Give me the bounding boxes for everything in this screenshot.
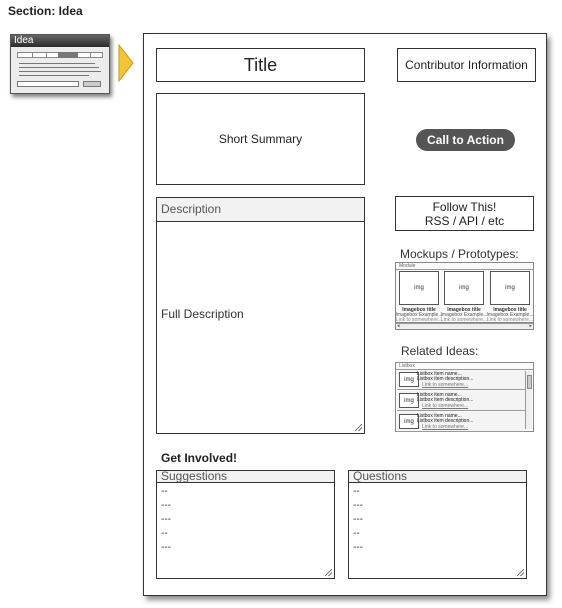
tile-desc: Imagebox Example... <box>440 312 488 318</box>
description-header: Description <box>157 198 364 222</box>
thumbnail-title: Idea <box>11 35 109 47</box>
related-ideas-label: Related Ideas: <box>401 344 479 358</box>
question-line: -- <box>353 528 360 539</box>
page-title: Title <box>156 48 365 82</box>
follow-box[interactable] <box>395 196 534 231</box>
description-panel[interactable] <box>156 197 365 434</box>
section-title: Section: Idea <box>8 4 83 18</box>
horizontal-scrollbar[interactable] <box>396 323 533 329</box>
thumbnail-tabs <box>17 52 103 58</box>
list-item[interactable] <box>397 391 525 411</box>
item-desc: Listbox item description... <box>417 397 474 403</box>
item-link[interactable]: Link to somewhere... <box>422 403 469 409</box>
image-placeholder: img <box>490 271 530 305</box>
tile-title: Imagebox title <box>402 307 436 313</box>
image-placeholder: img <box>399 393 419 408</box>
image-placeholder: img <box>444 271 484 305</box>
list-item[interactable] <box>397 370 525 390</box>
image-placeholder: img <box>399 372 419 387</box>
follow-title: Follow This! <box>432 199 497 214</box>
thumbnail-button <box>83 81 101 87</box>
listbox-header: Listbox <box>396 363 533 370</box>
question-line: -- <box>353 486 360 497</box>
suggestions-header: Suggestions <box>157 471 334 483</box>
resize-grip-icon[interactable] <box>517 569 524 576</box>
tile-title: Imagebox title <box>447 307 481 313</box>
tile-link[interactable]: Link to somewhere... <box>486 317 534 323</box>
item-name: Listbox item name... <box>417 392 462 398</box>
suggestion-line: --- <box>161 514 171 525</box>
get-involved-heading: Get Involved! <box>161 451 238 465</box>
vertical-scrollbar[interactable] <box>525 371 532 429</box>
contributor-info[interactable]: Contributor Information <box>397 48 536 82</box>
tile-desc: Imagebox Example... <box>486 312 534 318</box>
idea-thumbnail[interactable] <box>10 34 110 94</box>
mockups-label: Mockups / Prototypes: <box>400 247 519 261</box>
suggestion-line: -- <box>161 528 168 539</box>
call-to-action-button[interactable]: Call to Action <box>416 129 515 151</box>
description-body: Full Description <box>161 307 244 321</box>
resize-grip-icon[interactable] <box>325 569 332 576</box>
tile-title: Imagebox title <box>493 307 527 313</box>
item-desc: Listbox item description... <box>417 418 474 424</box>
suggestion-line: --- <box>161 542 171 553</box>
mockups-module <box>395 262 534 330</box>
questions-panel[interactable] <box>348 470 527 579</box>
short-summary: Short Summary <box>156 93 365 185</box>
list-item[interactable] <box>397 412 525 432</box>
scrollbar-thumb[interactable] <box>527 375 532 389</box>
tile-link[interactable]: Link to somewhere... <box>440 317 488 323</box>
item-name: Listbox item name... <box>417 371 462 377</box>
module-header: Module <box>396 263 533 270</box>
image-placeholder: img <box>399 271 439 305</box>
suggestion-line: --- <box>161 500 171 511</box>
mockup-tile[interactable] <box>488 270 532 323</box>
tile-desc: Imagebox Example... <box>395 312 443 318</box>
question-line: --- <box>353 542 363 553</box>
item-desc: Listbox item description... <box>417 376 474 382</box>
item-link[interactable]: Link to somewhere... <box>422 424 469 430</box>
suggestions-panel[interactable] <box>156 470 335 579</box>
resize-grip-icon[interactable] <box>355 424 362 431</box>
scroll-left-icon[interactable]: ◂ <box>397 323 400 329</box>
mockup-tile[interactable] <box>397 270 441 323</box>
questions-header: Questions <box>349 471 526 483</box>
pointer-arrow-icon <box>118 44 134 82</box>
thumbnail-field <box>17 81 79 87</box>
item-link[interactable]: Link to somewhere... <box>422 382 469 388</box>
idea-page <box>143 33 547 596</box>
follow-links[interactable]: RSS / API / etc <box>424 213 505 228</box>
scroll-right-icon[interactable]: ▸ <box>529 323 532 329</box>
related-ideas-listbox[interactable] <box>395 362 534 432</box>
mockup-tile[interactable] <box>442 270 486 323</box>
suggestion-line: -- <box>161 486 168 497</box>
image-placeholder: img <box>399 414 419 429</box>
tile-link[interactable]: Link to somewhere... <box>395 317 443 323</box>
question-line: --- <box>353 514 363 525</box>
item-name: Listbox item name... <box>417 413 462 419</box>
question-line: --- <box>353 500 363 511</box>
